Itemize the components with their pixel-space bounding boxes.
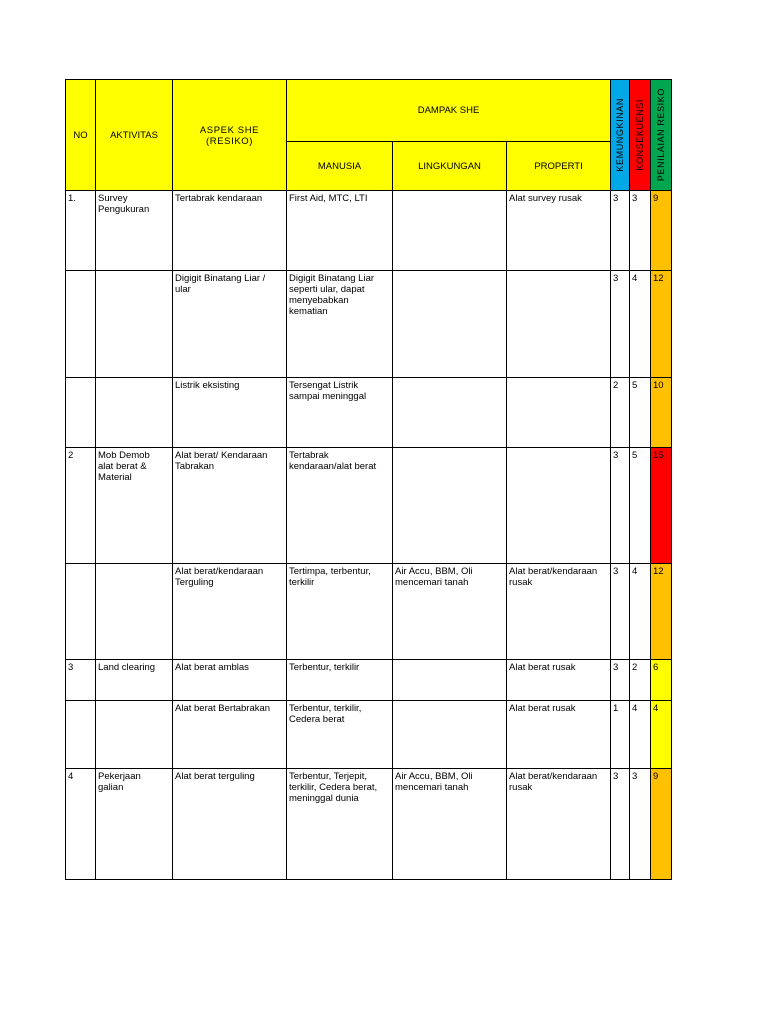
cell-penilaian: 12: [651, 564, 672, 660]
cell-manusia: Terbentur, terkilir, Cedera berat: [287, 701, 393, 769]
cell-lingkungan: Air Accu, BBM, Oli mencemari tanah: [393, 564, 507, 660]
cell-properti: Alat berat/kendaraan rusak: [507, 564, 611, 660]
cell-kemungkinan: 2: [611, 378, 630, 448]
table-row: [66, 271, 672, 378]
header-aspek: ASPEK SHE (RESIKO): [173, 80, 287, 191]
cell-manusia: Terbentur, Terjepit, terkilir, Cedera berat, meninggal dunia: [287, 769, 393, 880]
cell-properti: Alat berat rusak: [507, 660, 611, 701]
cell-aspek: Alat berat Bertabrakan: [173, 701, 287, 769]
cell-aspek: Alat berat/kendaraan Terguling: [173, 564, 287, 660]
cell-manusia: First Aid, MTC, LTI: [287, 191, 393, 271]
cell-konsekuensi: 5: [630, 378, 651, 448]
cell-no: [66, 564, 96, 660]
cell-kemungkinan: 3: [611, 448, 630, 564]
cell-properti: [507, 448, 611, 564]
cell-konsekuensi: 4: [630, 271, 651, 378]
cell-konsekuensi: 4: [630, 701, 651, 769]
header-kemungkinan: KEMUNGKINAN: [611, 80, 630, 191]
cell-aspek: Alat berat/ Kendaraan Tabrakan: [173, 448, 287, 564]
table-row: [66, 191, 672, 271]
cell-no: 3: [66, 660, 96, 701]
cell-aktivitas: Mob Demob alat berat & Material: [96, 448, 173, 564]
cell-penilaian: 12: [651, 271, 672, 378]
cell-manusia: Terbentur, terkilir: [287, 660, 393, 701]
cell-konsekuensi: 4: [630, 564, 651, 660]
cell-no: 1.: [66, 191, 96, 271]
cell-kemungkinan: 3: [611, 769, 630, 880]
cell-aktivitas: [96, 564, 173, 660]
table-row: [66, 660, 672, 701]
cell-no: 2: [66, 448, 96, 564]
cell-aktivitas: [96, 701, 173, 769]
cell-kemungkinan: 3: [611, 271, 630, 378]
header-manusia: MANUSIA: [287, 142, 393, 191]
cell-no: [66, 378, 96, 448]
cell-kemungkinan: 1: [611, 701, 630, 769]
cell-lingkungan: [393, 191, 507, 271]
cell-properti: Alat berat/kendaraan rusak: [507, 769, 611, 880]
cell-kemungkinan: 3: [611, 660, 630, 701]
header-no: NO: [66, 80, 96, 191]
cell-properti: Alat survey rusak: [507, 191, 611, 271]
cell-manusia: Digigit Binatang Liar seperti ular, dapat menyebabkan kematian: [287, 271, 393, 378]
cell-lingkungan: [393, 448, 507, 564]
cell-aspek: Alat berat terguling: [173, 769, 287, 880]
table-row: [66, 769, 672, 880]
cell-lingkungan: [393, 271, 507, 378]
header-aktivitas: AKTIVITAS: [96, 80, 173, 191]
cell-lingkungan: [393, 701, 507, 769]
cell-penilaian: 9: [651, 191, 672, 271]
cell-lingkungan: Air Accu, BBM, Oli mencemari tanah: [393, 769, 507, 880]
cell-aktivitas: [96, 271, 173, 378]
cell-no: [66, 271, 96, 378]
cell-konsekuensi: 5: [630, 448, 651, 564]
cell-penilaian: 10: [651, 378, 672, 448]
table-row: [66, 564, 672, 660]
cell-penilaian: 9: [651, 769, 672, 880]
cell-konsekuensi: 3: [630, 191, 651, 271]
header-konsekuensi: KONSEKUENSI: [630, 80, 651, 191]
cell-penilaian: 4: [651, 701, 672, 769]
cell-konsekuensi: 3: [630, 769, 651, 880]
cell-kemungkinan: 3: [611, 191, 630, 271]
header-properti: PROPERTI: [507, 142, 611, 191]
cell-manusia: Tersengat Listrik sampai meninggal: [287, 378, 393, 448]
table-row: [66, 448, 672, 564]
cell-aspek: Digigit Binatang Liar / ular: [173, 271, 287, 378]
cell-kemungkinan: 3: [611, 564, 630, 660]
table-row: [66, 378, 672, 448]
cell-konsekuensi: 2: [630, 660, 651, 701]
cell-properti: Alat berat rusak: [507, 701, 611, 769]
cell-lingkungan: [393, 660, 507, 701]
cell-no: [66, 701, 96, 769]
cell-properti: [507, 378, 611, 448]
header-dampak: DAMPAK SHE: [287, 80, 611, 142]
cell-manusia: Tertabrak kendaraan/alat berat: [287, 448, 393, 564]
cell-penilaian: 15: [651, 448, 672, 564]
risk-assessment-table: [65, 79, 672, 880]
cell-aktivitas: [96, 378, 173, 448]
cell-lingkungan: [393, 378, 507, 448]
header-lingkungan: LINGKUNGAN: [393, 142, 507, 191]
cell-aktivitas: Survey Pengukuran: [96, 191, 173, 271]
cell-aspek: Listrik eksisting: [173, 378, 287, 448]
cell-properti: [507, 271, 611, 378]
header-penilaian: PENILAIAN RESIKO: [651, 80, 672, 191]
cell-aktivitas: Pekerjaan galian: [96, 769, 173, 880]
cell-manusia: Tertimpa, terbentur, terkilir: [287, 564, 393, 660]
cell-aspek: Tertabrak kendaraan: [173, 191, 287, 271]
cell-aspek: Alat berat amblas: [173, 660, 287, 701]
table-row: [66, 701, 672, 769]
cell-penilaian: 6: [651, 660, 672, 701]
cell-aktivitas: Land clearing: [96, 660, 173, 701]
cell-no: 4: [66, 769, 96, 880]
